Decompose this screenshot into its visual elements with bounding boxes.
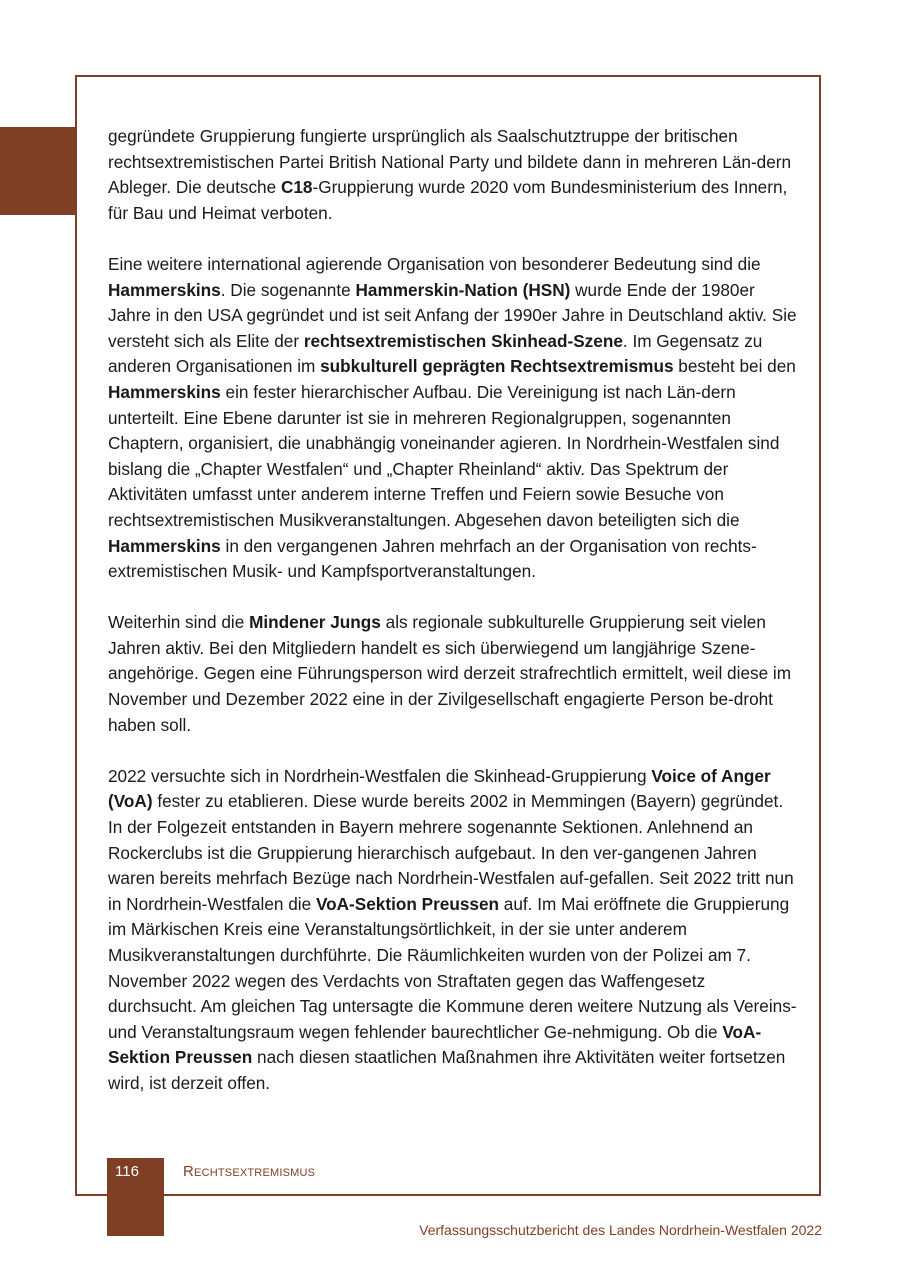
text-run: ein fester hierarchischer Aufbau. Die Vereinigung ist nach Län-dern unterteilt. Eine Ebene darunter ist sie in mehreren Regionalgruppen, sogenannten Chaptern, organisiert, die unabhängig voneinander agieren. In Nordrhein-Westfalen sind bislang die „Chapter Westfalen“ und „Chapter Rheinland“ aktiv. Das Spektrum der Aktivitäten umfasst unter anderem interne Treffen und Feiern sowie Besuche von rechtsextremistischen Musikveranstaltungen. Abgesehen davon beteiligten sich die xyxy=(108,381,780,530)
text-run: . Die sogenannte xyxy=(220,279,356,300)
text-run: . Im Gegensatz zu anderen Organisationen im xyxy=(108,330,763,377)
text-run: als regionale subkulturelle Gruppierung seit vielen Jahren aktiv. Bei den Mitgliedern handelt es sich überwiegend um langjährige Szene-angehörige. Gegen eine Führungsperson wird derzeit strafrechtlich ermittelt, weil diese im November und Dezember 2022 eine in der Zivilgesellschaft engagierte Person be-droht haben soll. xyxy=(108,612,792,735)
text-run: Eine weitere international agierende Organisation von besonderer Bedeutung sind die xyxy=(108,253,761,274)
paragraph-3 xyxy=(108,610,798,738)
bold-term: Voice of Anger (VoA) xyxy=(108,765,771,812)
publication-title: Verfassungsschutzbericht des Landes Nordrhein-Westfalen 2022 xyxy=(419,1222,822,1238)
text-run: -Gruppierung wurde 2020 vom Bundesministerium des Innern, für Bau und Heimat verboten. xyxy=(108,177,788,223)
paragraph-1 xyxy=(108,124,798,226)
text-run: besteht bei den xyxy=(673,356,796,377)
page-number: 116 xyxy=(115,1163,139,1180)
paragraph-2 xyxy=(108,252,798,585)
text-run: gegründete Gruppierung fungierte ursprünglich als Saalschutztruppe der britischen rechtsextremistischen Partei British National Party und bildete dann in mehreren Län-dern Ableger. Die deutsche xyxy=(108,126,792,198)
text-run: auf. Im Mai eröffnete die Gruppierung im Märkischen Kreis eine Veranstaltungsörtlichkeit, in der sie unter anderem Musikveranstaltungen durchführte. Die Räumlichkeiten wurden von der Polizei am 7. November 2022 wegen des Verdachts von Straftaten gegen das Waffengesetz durchsucht. Am gleichen Tag untersagte die Kommune deren weitere Nutzung als Vereins- und Veranstaltungsraum wegen fehlender baurechtlicher Ge-nehmigung. Ob die xyxy=(108,893,797,1042)
bold-term: Hammerskins xyxy=(108,535,221,556)
text-run: fester zu etablieren. Diese wurde bereits 2002 in Memmingen (Bayern) gegründet. In der Folgezeit entstanden in Bayern mehrere sogenannte Sektionen. Anlehnend an Rockerclubs ist die Gruppierung hierarchisch aufgebaut. In den ver-gangenen Jahren waren bereits mehrfach Bezüge nach Nordrhein-Westfalen auf-gefallen. Seit 2022 tritt nun in Nordrhein-Westfalen die xyxy=(108,791,794,914)
bold-term: Hammerskins xyxy=(108,279,221,300)
paragraph-4 xyxy=(108,764,798,1097)
side-color-tab xyxy=(0,127,75,215)
bold-term: VoA-Sektion Preussen xyxy=(315,893,500,914)
bold-term: subkulturell geprägten Rechtsextremismus xyxy=(320,356,674,377)
section-title: Rechtsextremismus xyxy=(183,1163,316,1180)
bold-term: Hammerskin-Nation (HSN) xyxy=(355,279,571,300)
bold-term: rechtsextremistischen Skinhead-Szene xyxy=(303,330,623,351)
text-run: wurde Ende der 1980er Jahre in den USA gegründet und ist seit Anfang der 1990er Jahre in Deutschland aktiv. Sie versteht sich als Elite der xyxy=(108,279,797,351)
bold-term: C18 xyxy=(280,177,313,198)
text-run: nach diesen staatlichen Maßnahmen ihre Aktivitäten weiter fortsetzen wird, ist derzeit offen. xyxy=(108,1047,786,1093)
text-run: Weiterhin sind die xyxy=(108,612,250,633)
body-text xyxy=(108,124,798,1122)
text-run: in den vergangenen Jahren mehrfach an der Organisation von rechts-extremistischen Musik- und Kampfsportveranstaltungen. xyxy=(108,535,757,582)
bold-term: Hammerskins xyxy=(108,381,221,402)
bold-term: VoA-Sektion Preussen xyxy=(108,1021,762,1068)
text-run: 2022 versuchte sich in Nordrhein-Westfalen die Skinhead-Gruppierung xyxy=(108,765,652,786)
bold-term: Mindener Jungs xyxy=(249,612,381,633)
